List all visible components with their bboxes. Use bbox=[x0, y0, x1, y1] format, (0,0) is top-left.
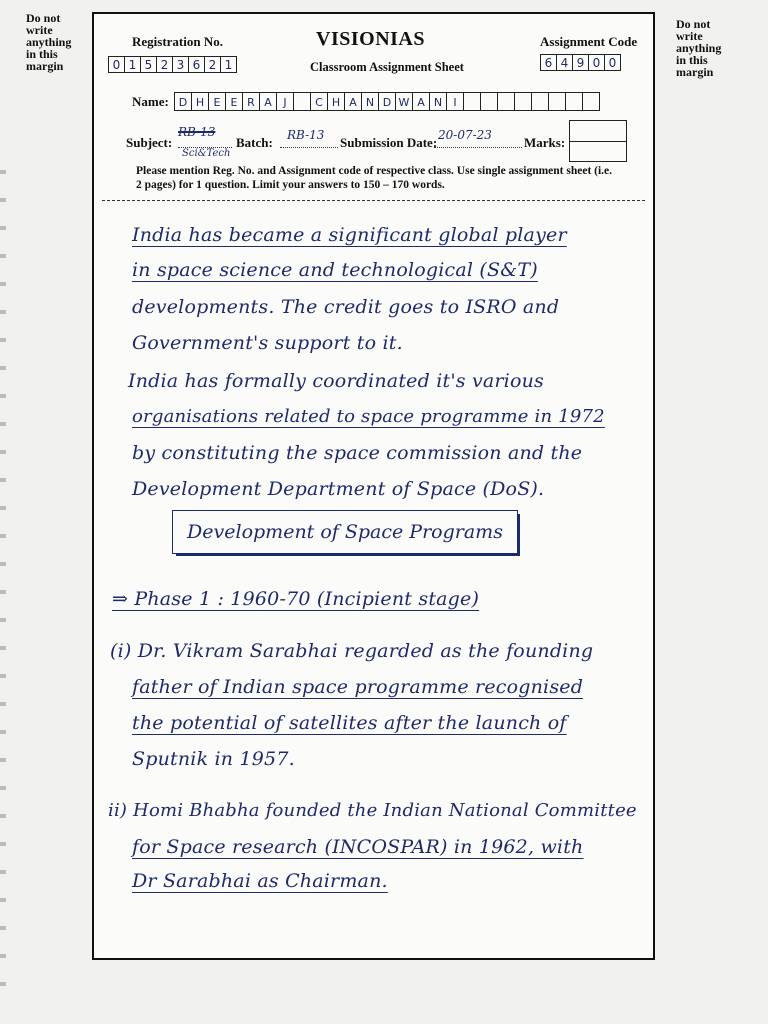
marks-label: Marks: bbox=[524, 135, 566, 150]
name-letter-box[interactable] bbox=[565, 92, 583, 111]
name-field[interactable] bbox=[174, 92, 599, 111]
name-letter-box[interactable]: C bbox=[310, 92, 328, 111]
name-letter-box[interactable]: H bbox=[191, 92, 209, 111]
batch-value: RB-13 bbox=[287, 128, 325, 142]
name-letter-box[interactable] bbox=[293, 92, 311, 111]
name-letter-box[interactable]: W bbox=[395, 92, 413, 111]
point-1-line-4: Sputnik in 1957. bbox=[132, 748, 295, 770]
assignment-code-digit-box[interactable]: 6 bbox=[540, 54, 557, 71]
name-letter-box[interactable]: D bbox=[174, 92, 192, 111]
batch-label: Batch: bbox=[236, 135, 273, 150]
assignment-code-digit-box[interactable]: 0 bbox=[604, 54, 621, 71]
name-letter-box[interactable]: E bbox=[208, 92, 226, 111]
answer-line-6: organisations related to space programme in 1972 bbox=[132, 406, 605, 427]
answer-line-7: by constituting the space commission and the bbox=[132, 442, 583, 464]
name-letter-box[interactable] bbox=[582, 92, 600, 111]
name-letter-box[interactable] bbox=[514, 92, 532, 111]
right-margin-note: Do not write anything in this margin bbox=[676, 17, 722, 79]
binding-holes bbox=[0, 170, 6, 990]
point-1-line-1: (i) Dr. Vikram Sarabhai regarded as the founding bbox=[110, 640, 594, 662]
answer-line-2: in space science and technological (S&T) bbox=[132, 259, 538, 281]
point-2-line-2: for Space research (INCOSPAR) in 1962, with bbox=[132, 836, 584, 858]
name-letter-box[interactable] bbox=[531, 92, 549, 111]
name-letter-box[interactable]: R bbox=[242, 92, 260, 111]
registration-digit-box[interactable]: 3 bbox=[172, 56, 189, 73]
answer-line-4: Government's support to it. bbox=[132, 332, 403, 354]
instructions: Please mention Reg. No. and Assignment code of respective class. Use single assignment sheet (i.e. 2 pages) for 1 question. Limit your answers to 150 – 170 words. bbox=[136, 165, 613, 191]
phase-heading: ⇒ Phase 1 : 1960-70 (Incipient stage) bbox=[112, 588, 480, 610]
name-letter-box[interactable] bbox=[463, 92, 481, 111]
name-letter-box[interactable]: J bbox=[276, 92, 294, 111]
registration-digit-box[interactable]: 0 bbox=[108, 56, 125, 73]
assignment-code[interactable] bbox=[540, 54, 620, 71]
registration-digit-box[interactable]: 2 bbox=[204, 56, 221, 73]
left-margin-note: Do not write anything in this margin bbox=[26, 11, 72, 73]
answer-line-1: India has became a significant global player bbox=[132, 224, 567, 246]
answer-line-8: Development Department of Space (DoS). bbox=[132, 478, 545, 500]
point-1-line-3: the potential of satellites after the launch of bbox=[132, 712, 567, 734]
registration-label: Registration No. bbox=[132, 34, 223, 49]
name-letter-box[interactable] bbox=[548, 92, 566, 111]
name-letter-box[interactable]: N bbox=[361, 92, 379, 111]
assignment-code-digit-box[interactable]: 4 bbox=[556, 54, 573, 71]
section-heading: Development of Space Programs bbox=[172, 510, 518, 554]
brand-title: VISIONIAS bbox=[316, 28, 425, 50]
assignment-code-label: Assignment Code bbox=[540, 34, 638, 49]
name-letter-box[interactable]: H bbox=[327, 92, 345, 111]
point-1-line-2: father of Indian space programme recognised bbox=[132, 676, 584, 698]
point-2-line-3: Dr Sarabhai as Chairman. bbox=[132, 870, 388, 892]
name-letter-box[interactable]: E bbox=[225, 92, 243, 111]
name-letter-box[interactable]: A bbox=[412, 92, 430, 111]
subject-label: Subject: bbox=[126, 135, 173, 150]
separator-line bbox=[102, 200, 645, 201]
registration-digit-box[interactable]: 6 bbox=[188, 56, 205, 73]
assignment-code-digit-box[interactable]: 9 bbox=[572, 54, 589, 71]
subject-value: Sci&Tech bbox=[182, 148, 231, 159]
assignment-code-digit-box[interactable]: 0 bbox=[588, 54, 605, 71]
name-letter-box[interactable]: N bbox=[429, 92, 447, 111]
marks-box[interactable] bbox=[569, 120, 627, 162]
subject-value-struck: RB-13 bbox=[178, 125, 216, 139]
name-letter-box[interactable] bbox=[497, 92, 515, 111]
sheet-title: Classroom Assignment Sheet bbox=[310, 60, 464, 74]
submission-date-label: Submission Date: bbox=[340, 135, 438, 150]
name-label: Name: bbox=[132, 94, 169, 109]
assignment-sheet bbox=[92, 12, 655, 960]
name-letter-box[interactable]: A bbox=[344, 92, 362, 111]
answer-line-3: developments. The credit goes to ISRO and bbox=[132, 296, 560, 318]
name-letter-box[interactable]: A bbox=[259, 92, 277, 111]
point-2-line-1: ii) Homi Bhabha founded the Indian National Committee bbox=[108, 800, 637, 821]
name-letter-box[interactable]: I bbox=[446, 92, 464, 111]
registration-digit-box[interactable]: 1 bbox=[124, 56, 141, 73]
registration-digit-box[interactable]: 2 bbox=[156, 56, 173, 73]
answer-line-5: India has formally coordinated it's various bbox=[128, 370, 544, 392]
registration-digit-box[interactable]: 5 bbox=[140, 56, 157, 73]
name-letter-box[interactable] bbox=[480, 92, 498, 111]
submission-date-value: 20-07-23 bbox=[438, 128, 492, 142]
name-letter-box[interactable]: D bbox=[378, 92, 396, 111]
registration-digit-box[interactable]: 1 bbox=[220, 56, 237, 73]
registration-number[interactable] bbox=[108, 56, 236, 73]
